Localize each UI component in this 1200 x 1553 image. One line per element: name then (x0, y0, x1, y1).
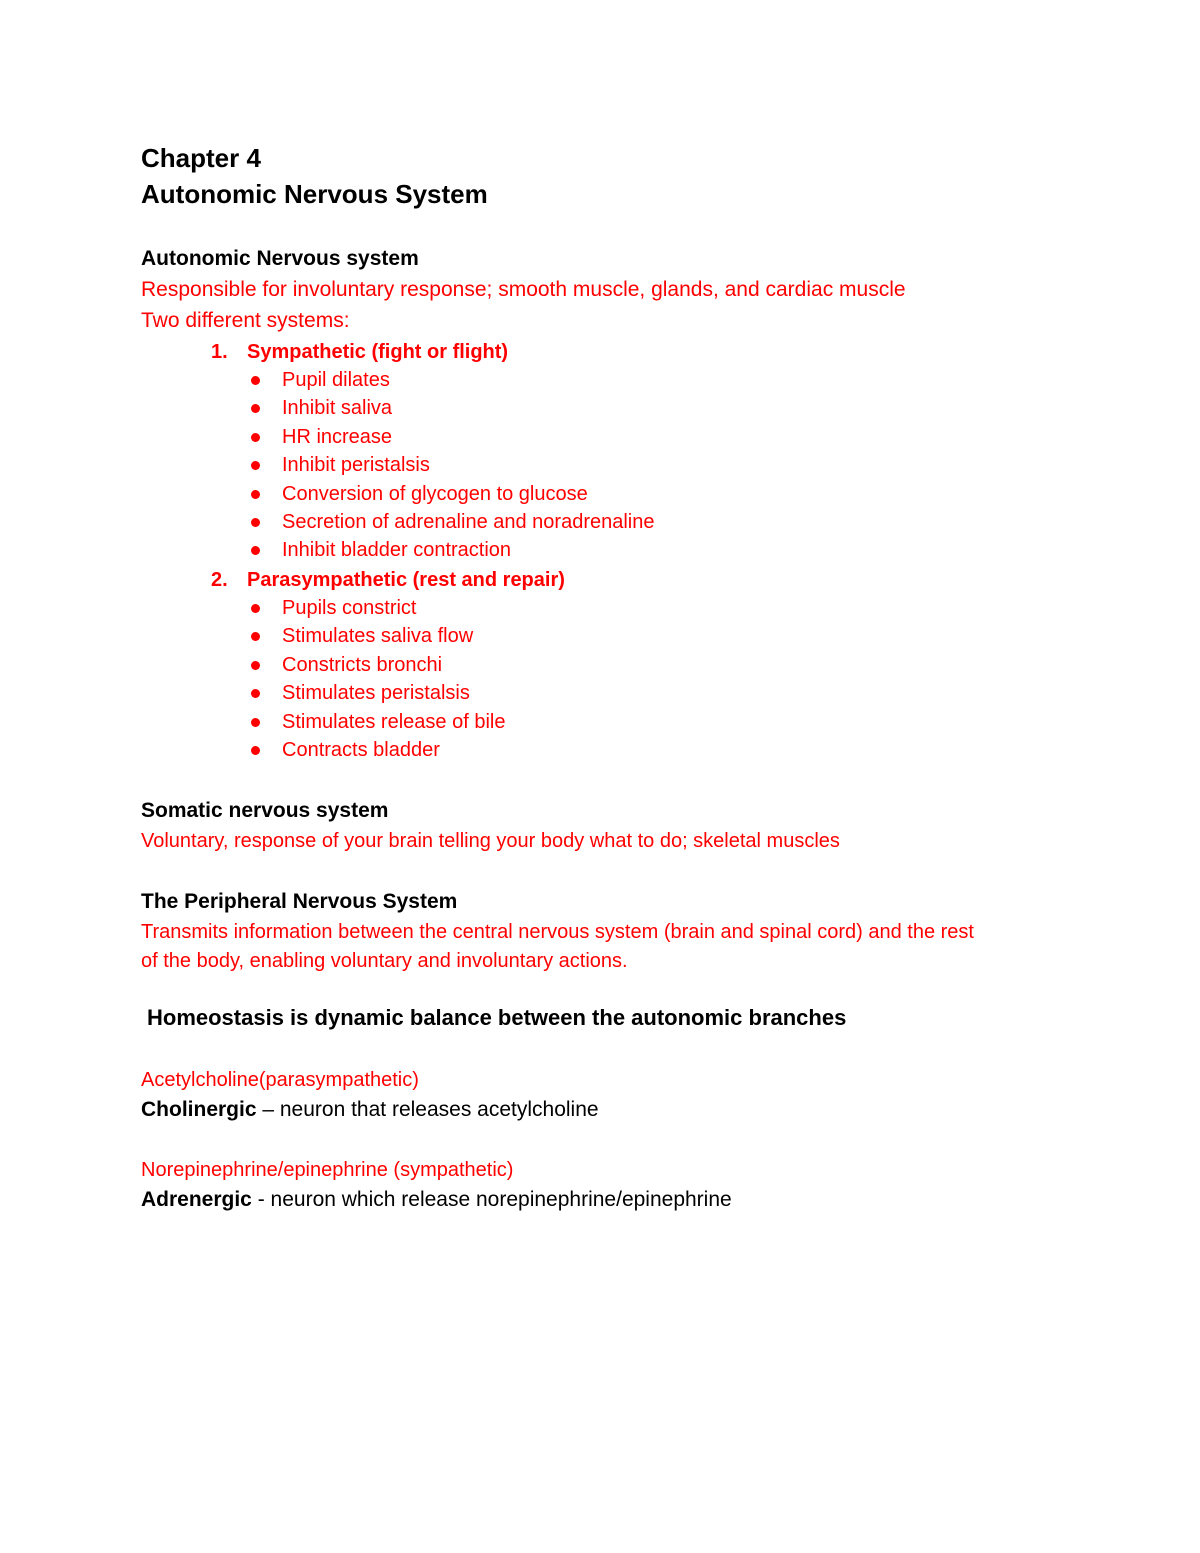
bullet-dot (251, 404, 260, 413)
list-number: 2. (211, 569, 228, 591)
list-item: Conversion of glycogen to glucose (282, 483, 588, 505)
list-item: Constricts bronchi (282, 654, 443, 676)
bullet-dot (251, 461, 260, 470)
adrenergic-text: - neuron which release norepinephrine/epinephrine (251, 1188, 732, 1211)
ans-heading: Autonomic Nervous system (141, 247, 419, 270)
list-item: Contracts bladder (282, 739, 440, 761)
adrenergic-definition (141, 1186, 732, 1214)
list-item: Inhibit saliva (282, 397, 393, 419)
cholinergic-term: Cholinergic (141, 1098, 257, 1121)
chapter-subtitle: Autonomic Nervous System (141, 179, 488, 209)
bullet-dot (251, 632, 260, 641)
cholinergic-text: – neuron that releases acetylcholine (256, 1098, 599, 1121)
list-item: HR increase (282, 426, 393, 448)
acetylcholine-label: Acetylcholine(parasympathetic) (141, 1069, 419, 1091)
bullet-dot (251, 689, 260, 698)
pns-heading: The Peripheral Nervous System (141, 890, 458, 913)
list-item: Secretion of adrenaline and noradrenaline (282, 511, 655, 533)
cholinergic-definition (141, 1096, 599, 1124)
bullet-dot (251, 546, 260, 555)
bullet-dot (251, 661, 260, 670)
list-number: 1. (211, 341, 228, 363)
list-item: Pupil dilates (282, 369, 390, 391)
pns-description-line-2: of the body, enabling voluntary and involuntary actions. (141, 950, 628, 972)
list-item: Inhibit peristalsis (282, 454, 430, 476)
parasympathetic-label: Parasympathetic (rest and repair) (247, 569, 565, 591)
bullet-dot (251, 433, 260, 442)
adrenergic-term: Adrenergic (141, 1188, 252, 1211)
ans-description: Responsible for involuntary response; smooth muscle, glands, and cardiac muscle (141, 278, 906, 301)
bullet-dot (251, 376, 260, 385)
somatic-heading: Somatic nervous system (141, 799, 389, 822)
bullet-dot (251, 718, 260, 727)
list-item: Stimulates release of bile (282, 711, 506, 733)
bullet-dot (251, 518, 260, 527)
bullet-dot (251, 746, 260, 755)
list-item: Inhibit bladder contraction (282, 539, 512, 561)
chapter-title: Chapter 4 (141, 143, 261, 173)
sympathetic-label: Sympathetic (fight or flight) (247, 341, 509, 363)
somatic-description: Voluntary, response of your brain telling your body what to do; skeletal muscles (141, 830, 840, 852)
list-item: Stimulates peristalsis (282, 682, 470, 704)
list-item: Pupils constrict (282, 597, 417, 619)
bullet-dot (251, 604, 260, 613)
ans-intro: Two different systems: (141, 309, 350, 332)
homeostasis-statement: Homeostasis is dynamic balance between the autonomic branches (147, 1005, 847, 1030)
norepinephrine-label: Norepinephrine/epinephrine (sympathetic) (141, 1159, 514, 1181)
bullet-dot (251, 490, 260, 499)
list-item: Stimulates saliva flow (282, 625, 474, 647)
pns-description-line-1: Transmits information between the central nervous system (brain and spinal cord) and the rest (141, 921, 974, 943)
